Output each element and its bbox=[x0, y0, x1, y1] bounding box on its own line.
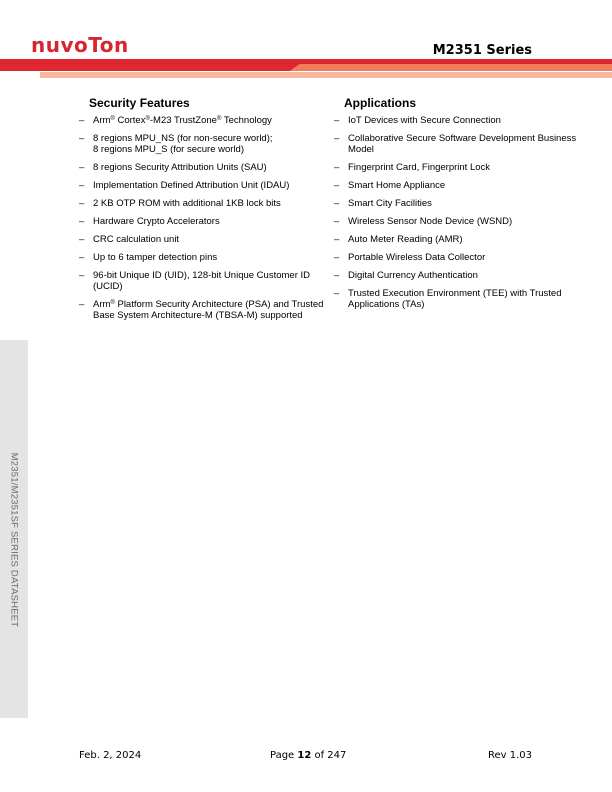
footer-page-number: Page 12 of 247 bbox=[270, 750, 347, 761]
list-item: – CRC calculation unit bbox=[79, 234, 180, 245]
security-features-list bbox=[79, 115, 324, 321]
list-item: – Up to 6 tamper detection pins bbox=[79, 252, 218, 263]
list-item: – IoT Devices with Secure Connection bbox=[334, 115, 501, 126]
list-item: – Arm® Platform Security Architecture (PSA) and Trusted Base System Architecture-M (TBSA-M) supported bbox=[79, 299, 324, 321]
list-item: – Smart Home Appliance bbox=[334, 180, 446, 191]
sidebar-datasheet-label: M2351/M2351SF SERIES DATASHEET bbox=[8, 452, 20, 628]
list-item: – Collaborative Secure Software Development Business Model bbox=[334, 133, 577, 155]
list-item: – 8 regions MPU_NS (for non-secure world); 8 regions MPU_S (for secure world) bbox=[79, 133, 273, 155]
applications-column bbox=[334, 96, 579, 317]
list-item: – Trusted Execution Environment (TEE) with Trusted Applications (TAs) bbox=[334, 288, 562, 310]
list-item: – 2 KB OTP ROM with additional 1KB lock bits bbox=[79, 198, 281, 209]
applications-list bbox=[334, 115, 579, 310]
list-item: – Implementation Defined Attribution Unit (IDAU) bbox=[79, 180, 290, 191]
footer-revision: Rev 1.03 bbox=[487, 750, 532, 761]
list-item: – Arm® Cortex®-M23 TrustZone® Technology bbox=[79, 115, 272, 126]
list-item: – Auto Meter Reading (AMR) bbox=[334, 234, 463, 245]
nuvoton-logo: nuvoTon bbox=[31, 33, 129, 57]
list-item: – Digital Currency Authentication bbox=[334, 270, 478, 281]
list-item: – Portable Wireless Data Collector bbox=[334, 252, 486, 263]
series-title: M2351 Series bbox=[432, 43, 532, 58]
list-item: – 96-bit Unique ID (UID), 128-bit Unique Customer ID (UCID) bbox=[79, 270, 311, 292]
applications-heading: Applications bbox=[344, 96, 417, 110]
footer-date: Feb. 2, 2024 bbox=[79, 750, 142, 761]
list-item: – 8 regions Security Attribution Units (SAU) bbox=[79, 162, 267, 173]
security-features-column bbox=[79, 96, 324, 328]
list-item: – Wireless Sensor Node Device (WSND) bbox=[334, 216, 513, 227]
list-item: – Fingerprint Card, Fingerprint Lock bbox=[334, 162, 491, 173]
list-item: – Hardware Crypto Accelerators bbox=[79, 216, 220, 227]
list-item: – Smart City Facilities bbox=[334, 198, 432, 209]
security-features-heading: Security Features bbox=[89, 96, 190, 110]
header-banner bbox=[0, 59, 612, 79]
